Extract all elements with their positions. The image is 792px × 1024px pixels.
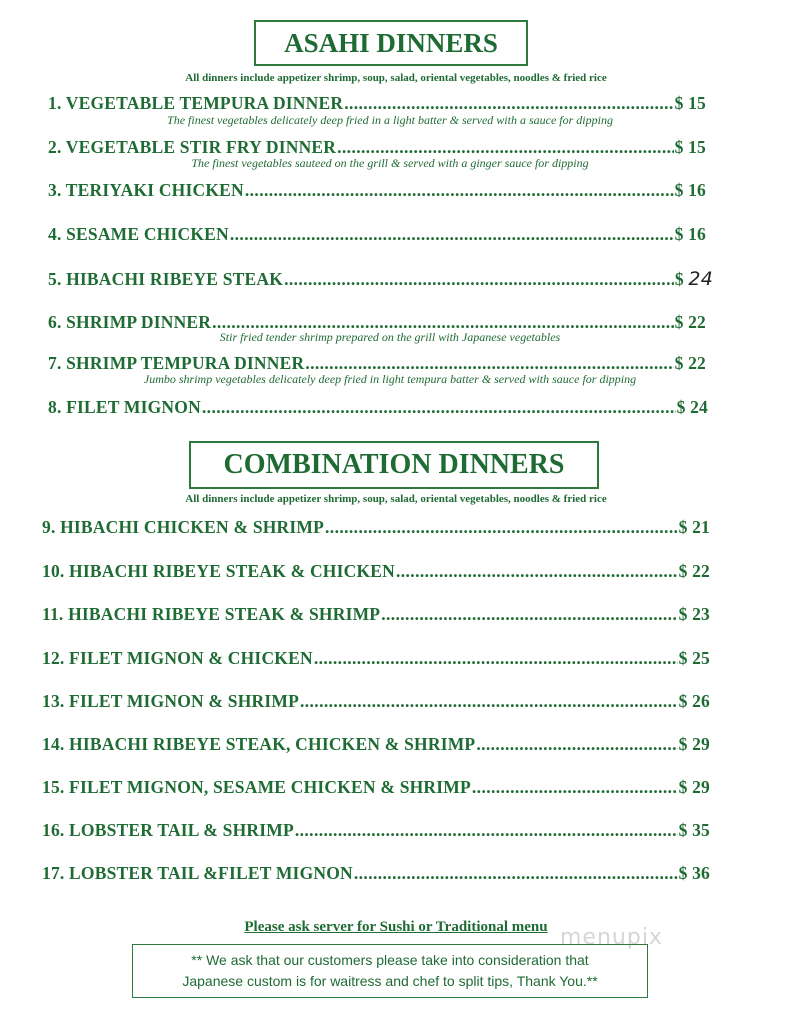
item-description: The finest vegetables sauteed on the grill & served with a ginger sauce for dipping — [191, 156, 589, 170]
asahi-note: All dinners include appetizer shrimp, soup, salad, oriental vegetables, noodles & fried rice — [185, 72, 607, 84]
dot-leader — [337, 137, 673, 158]
combo-title: COMBINATION DINNERS — [223, 449, 565, 480]
item-price: $ 29 — [678, 777, 710, 797]
watermark: menupix — [560, 925, 663, 950]
menu-item-8 — [48, 397, 708, 418]
dot-leader — [295, 820, 678, 841]
menu-item-3 — [48, 180, 706, 201]
item-name: 2. VEGETABLE STIR FRY DINNER — [48, 137, 337, 157]
item-name: 8. FILET MIGNON — [48, 397, 201, 417]
item-name: 4. SESAME CHICKEN — [48, 224, 229, 244]
item-name: 16. LOBSTER TAIL & SHRIMP — [42, 820, 294, 840]
tips-line-1: ** We ask that our customers please take into consideration that — [191, 952, 589, 968]
dot-leader — [202, 397, 676, 418]
item-name: 14. HIBACHI RIBEYE STEAK, CHICKEN & SHRIMP — [42, 734, 476, 754]
item-price: $ 15 — [674, 137, 706, 157]
item-description: Stir fried tender shrimp prepared on the grill with Japanese vegetables — [219, 330, 561, 344]
item-name: 13. FILET MIGNON & SHRIMP — [42, 691, 299, 711]
item-price: $ 22 — [678, 561, 710, 581]
item-name: 7. SHRIMP TEMPURA DINNER — [48, 353, 305, 373]
item-name: 12. FILET MIGNON & CHICKEN — [42, 648, 313, 668]
dot-leader — [230, 224, 674, 245]
dot-leader — [245, 180, 674, 201]
menu-item-17 — [42, 863, 710, 884]
item-price: $ 35 — [678, 820, 710, 840]
item-price: $ 36 — [678, 863, 710, 883]
menu-item-7 — [48, 353, 706, 374]
dot-leader — [314, 648, 678, 669]
dot-leader — [381, 604, 677, 625]
item-price: $ 16 — [674, 180, 706, 200]
item-price: $ 29 — [678, 734, 710, 754]
menu-item-5 — [48, 268, 713, 290]
item-name: 11. HIBACHI RIBEYE STEAK & SHRIMP — [42, 604, 381, 624]
tips-notice-box — [132, 944, 648, 998]
menu-item-13 — [42, 691, 710, 712]
menu-item-9 — [42, 517, 710, 538]
item-description: Jumbo shrimp vegetables delicately deep fried in light tempura batter & served with sauce for dipping — [143, 372, 637, 386]
menu-item-4 — [48, 224, 706, 245]
dot-leader — [472, 777, 678, 798]
dot-leader — [300, 691, 678, 712]
item-price: $ 16 — [674, 224, 706, 244]
menu-item-10 — [42, 561, 710, 582]
tips-line-2: Japanese custom is for waitress and chef to split tips, Thank You.** — [182, 973, 598, 989]
menu-item-14 — [42, 734, 710, 755]
item-price: $ 24 — [676, 397, 708, 417]
item-price: $ 21 — [678, 517, 710, 537]
item-name: 5. HIBACHI RIBEYE STEAK — [48, 269, 284, 289]
dot-leader — [476, 734, 677, 755]
item-price: $ 22 — [674, 353, 706, 373]
combo-title-box — [189, 441, 599, 489]
item-price: $ — [674, 269, 684, 289]
dot-leader — [284, 269, 674, 290]
menu-item-12 — [42, 648, 710, 669]
item-price: $ 23 — [678, 604, 710, 624]
combo-note: All dinners include appetizer shrimp, soup, salad, oriental vegetables, noodles & fried rice — [185, 493, 607, 505]
menu-item-16 — [42, 820, 710, 841]
menu-item-2 — [48, 137, 706, 158]
item-description: The finest vegetables delicately deep fried in a light batter & served with a sauce for dipping — [167, 113, 613, 127]
item-name: 1. VEGETABLE TEMPURA DINNER — [48, 93, 344, 113]
menu-item-1 — [48, 93, 706, 114]
item-name: 3. TERIYAKI CHICKEN — [48, 180, 244, 200]
item-price: $ 15 — [674, 93, 706, 113]
menu-item-15 — [42, 777, 710, 798]
dot-leader — [396, 561, 678, 582]
handwritten-price: 24 — [688, 268, 713, 290]
menu-item-11 — [42, 604, 710, 625]
item-price: $ 25 — [678, 648, 710, 668]
item-name: 9. HIBACHI CHICKEN & SHRIMP — [42, 517, 325, 537]
item-name: 17. LOBSTER TAIL &FILET MIGNON — [42, 863, 353, 883]
dot-leader — [325, 517, 678, 538]
item-name: 15. FILET MIGNON, SESAME CHICKEN & SHRIMP — [42, 777, 471, 797]
item-name: 6. SHRIMP DINNER — [48, 312, 212, 332]
dot-leader — [305, 353, 673, 374]
item-price: $ 22 — [674, 312, 706, 332]
asahi-title-box — [254, 20, 528, 66]
asahi-title: ASAHI DINNERS — [284, 28, 498, 58]
item-name: 10. HIBACHI RIBEYE STEAK & CHICKEN — [42, 561, 395, 581]
item-price: $ 26 — [678, 691, 710, 711]
dot-leader — [354, 863, 678, 884]
ask-server-note: Please ask server for Sushi or Traditional menu — [244, 919, 548, 935]
dot-leader — [344, 93, 673, 114]
